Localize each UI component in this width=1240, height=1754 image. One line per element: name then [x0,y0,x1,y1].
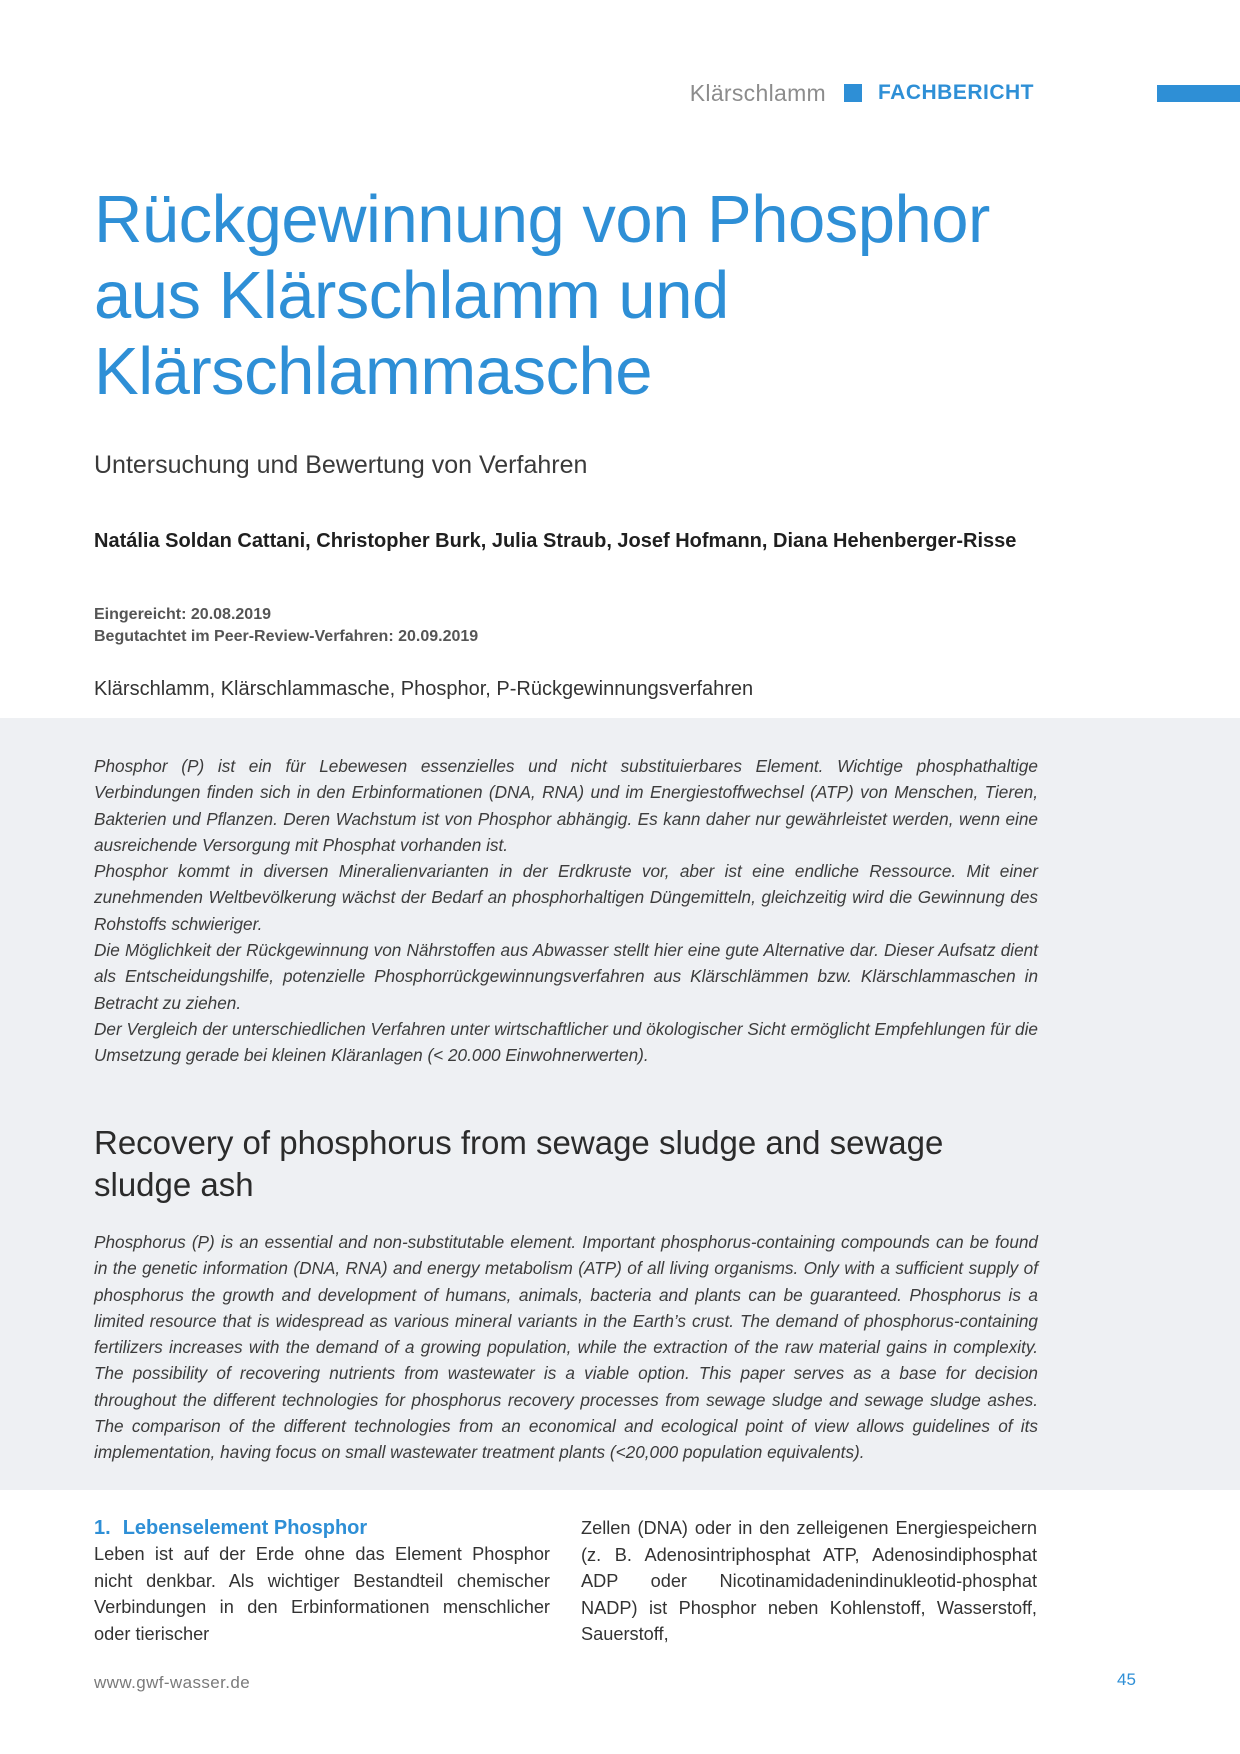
abstract-de-paragraph: Phosphor (P) ist ein für Lebewesen essenzielles und nicht substituierbares Element. Wichtige phosphathaltige Verbindungen finden sich in den Erbinformationen (DNA, RNA) und im Energiestoffwechsel (ATP) von Menschen, Tieren, Bakterien und Pflanzen. Deren Wachstum ist von Phosphor abhängig. Es kann daher nur gewährleistet werden, wenn eine ausreichende Versorgung mit Phosphat vorhanden ist. [94,756,1038,855]
abstract-de-paragraph: Der Vergleich der unterschiedlichen Verfahren unter wirtschaftlicher und ökologischer Sicht ermöglicht Empfehlungen für die Umsetzung gerade bei kleinen Kläranlagen (< 20.000 Einwohnerwerten). [94,1018,1038,1066]
review-dates [94,604,478,648]
section-heading [94,1515,550,1541]
submitted-date: Eingereicht: 20.08.2019 [94,606,271,623]
body-paragraph: Zellen (DNA) oder in den zelleigenen Energiespeichern (z. B. Adenosintriphosphat ATP, Adenosindiphosphat ADP oder Nicotinamidadenindinukleotid-phosphat NADP) ist Phosphor neben Kohlenstoff, Wasserstoff, Sauerstoff, [581,1518,1037,1644]
author-list: Natália Soldan Cattani, Christopher Burk, Julia Straub, Josef Hofmann, Diana Hehenberger-Risse [94,530,1017,552]
footer-website: www.gwf-wasser.de [94,1673,251,1692]
article-title: Rückgewinnung von Phosphor aus Klärschlamm und Klärschlammasche [94,182,990,409]
keywords: Klärschlamm, Klärschlammasche, Phosphor, P-Rückgewinnungsverfahren [94,678,754,700]
article-subtitle: Untersuchung und Bewertung von Verfahren [94,451,588,479]
header-section-label: Klärschlamm [689,79,826,106]
abstract-de-paragraph: Die Möglichkeit der Rückgewinnung von Nährstoffen aus Abwasser stellt hier eine gute Alternative dar. Dieser Aufsatz dient als Entscheidungshilfe, potenzielle Phosphorrückgewinnungsverfahren aus Klärschlämmen bzw. Klärschlammaschen in Betracht zu ziehen. [94,940,1038,1013]
body-column-left [94,1515,550,1647]
english-title: Recovery of phosphorus from sewage sludge and sewage sludge ash [94,1124,944,1203]
abstract-german [94,753,1038,1069]
abstract-de-paragraph: Phosphor kommt in diversen Mineralienvarianten in der Erdkruste vor, aber ist eine endliche Ressource. Mit einer zunehmenden Weltbevölkerung wächst der Bedarf an phosphorhaltigen Düngemitteln, gleichzeitig wird die Gewinnung des Rohstoffs schwieriger. [94,861,1038,934]
reviewed-date: Begutachtet im Peer-Review-Verfahren: 20.09.2019 [94,628,479,645]
running-header [690,78,1034,108]
header-category-label: FACHBERICHT [878,81,1034,104]
body-paragraph: Leben ist auf der Erde ohne das Element Phosphor nicht denkbar. Als wichtiger Bestandteil chemischer Verbindungen in den Erbinformationen menschlicher oder tierischer [94,1544,550,1644]
page-number: 45 [1117,1670,1136,1689]
header-square-marker [844,84,862,102]
section-number: 1. [94,1517,111,1539]
section-title: Lebenselement Phosphor [122,1517,368,1539]
abstract-english: Phosphorus (P) is an essential and non-substitutable element. Important phosphorus-containing compounds can be found in the genetic information (DNA, RNA) and energy metabolism (ATP) of all living organisms. Only with a sufficient supply of phosphorus the growth and development of humans, animals, bacteria and plants can be guaranteed. Phosphorus is a limited resource that is widespread as various mineral variants in the Earth’s crust. The demand of phosphorus-containing fertilizers increases with the demand of a growing population, while the extraction of the raw material gains in complexity. The possibility of recovering nutrients from wastewater is a viable option. This paper serves as a base for decision throughout the different technologies for phosphorus recovery processes from sewage sludge and sewage sludge ashes. The comparison of the different technologies from an economical and ecological point of view allows guidelines of its implementation, having focus on small wastewater treatment plants (<20,000 population equivalents). [94,1232,1038,1463]
header-accent-bar [1157,85,1240,102]
body-column-right [581,1515,1037,1648]
